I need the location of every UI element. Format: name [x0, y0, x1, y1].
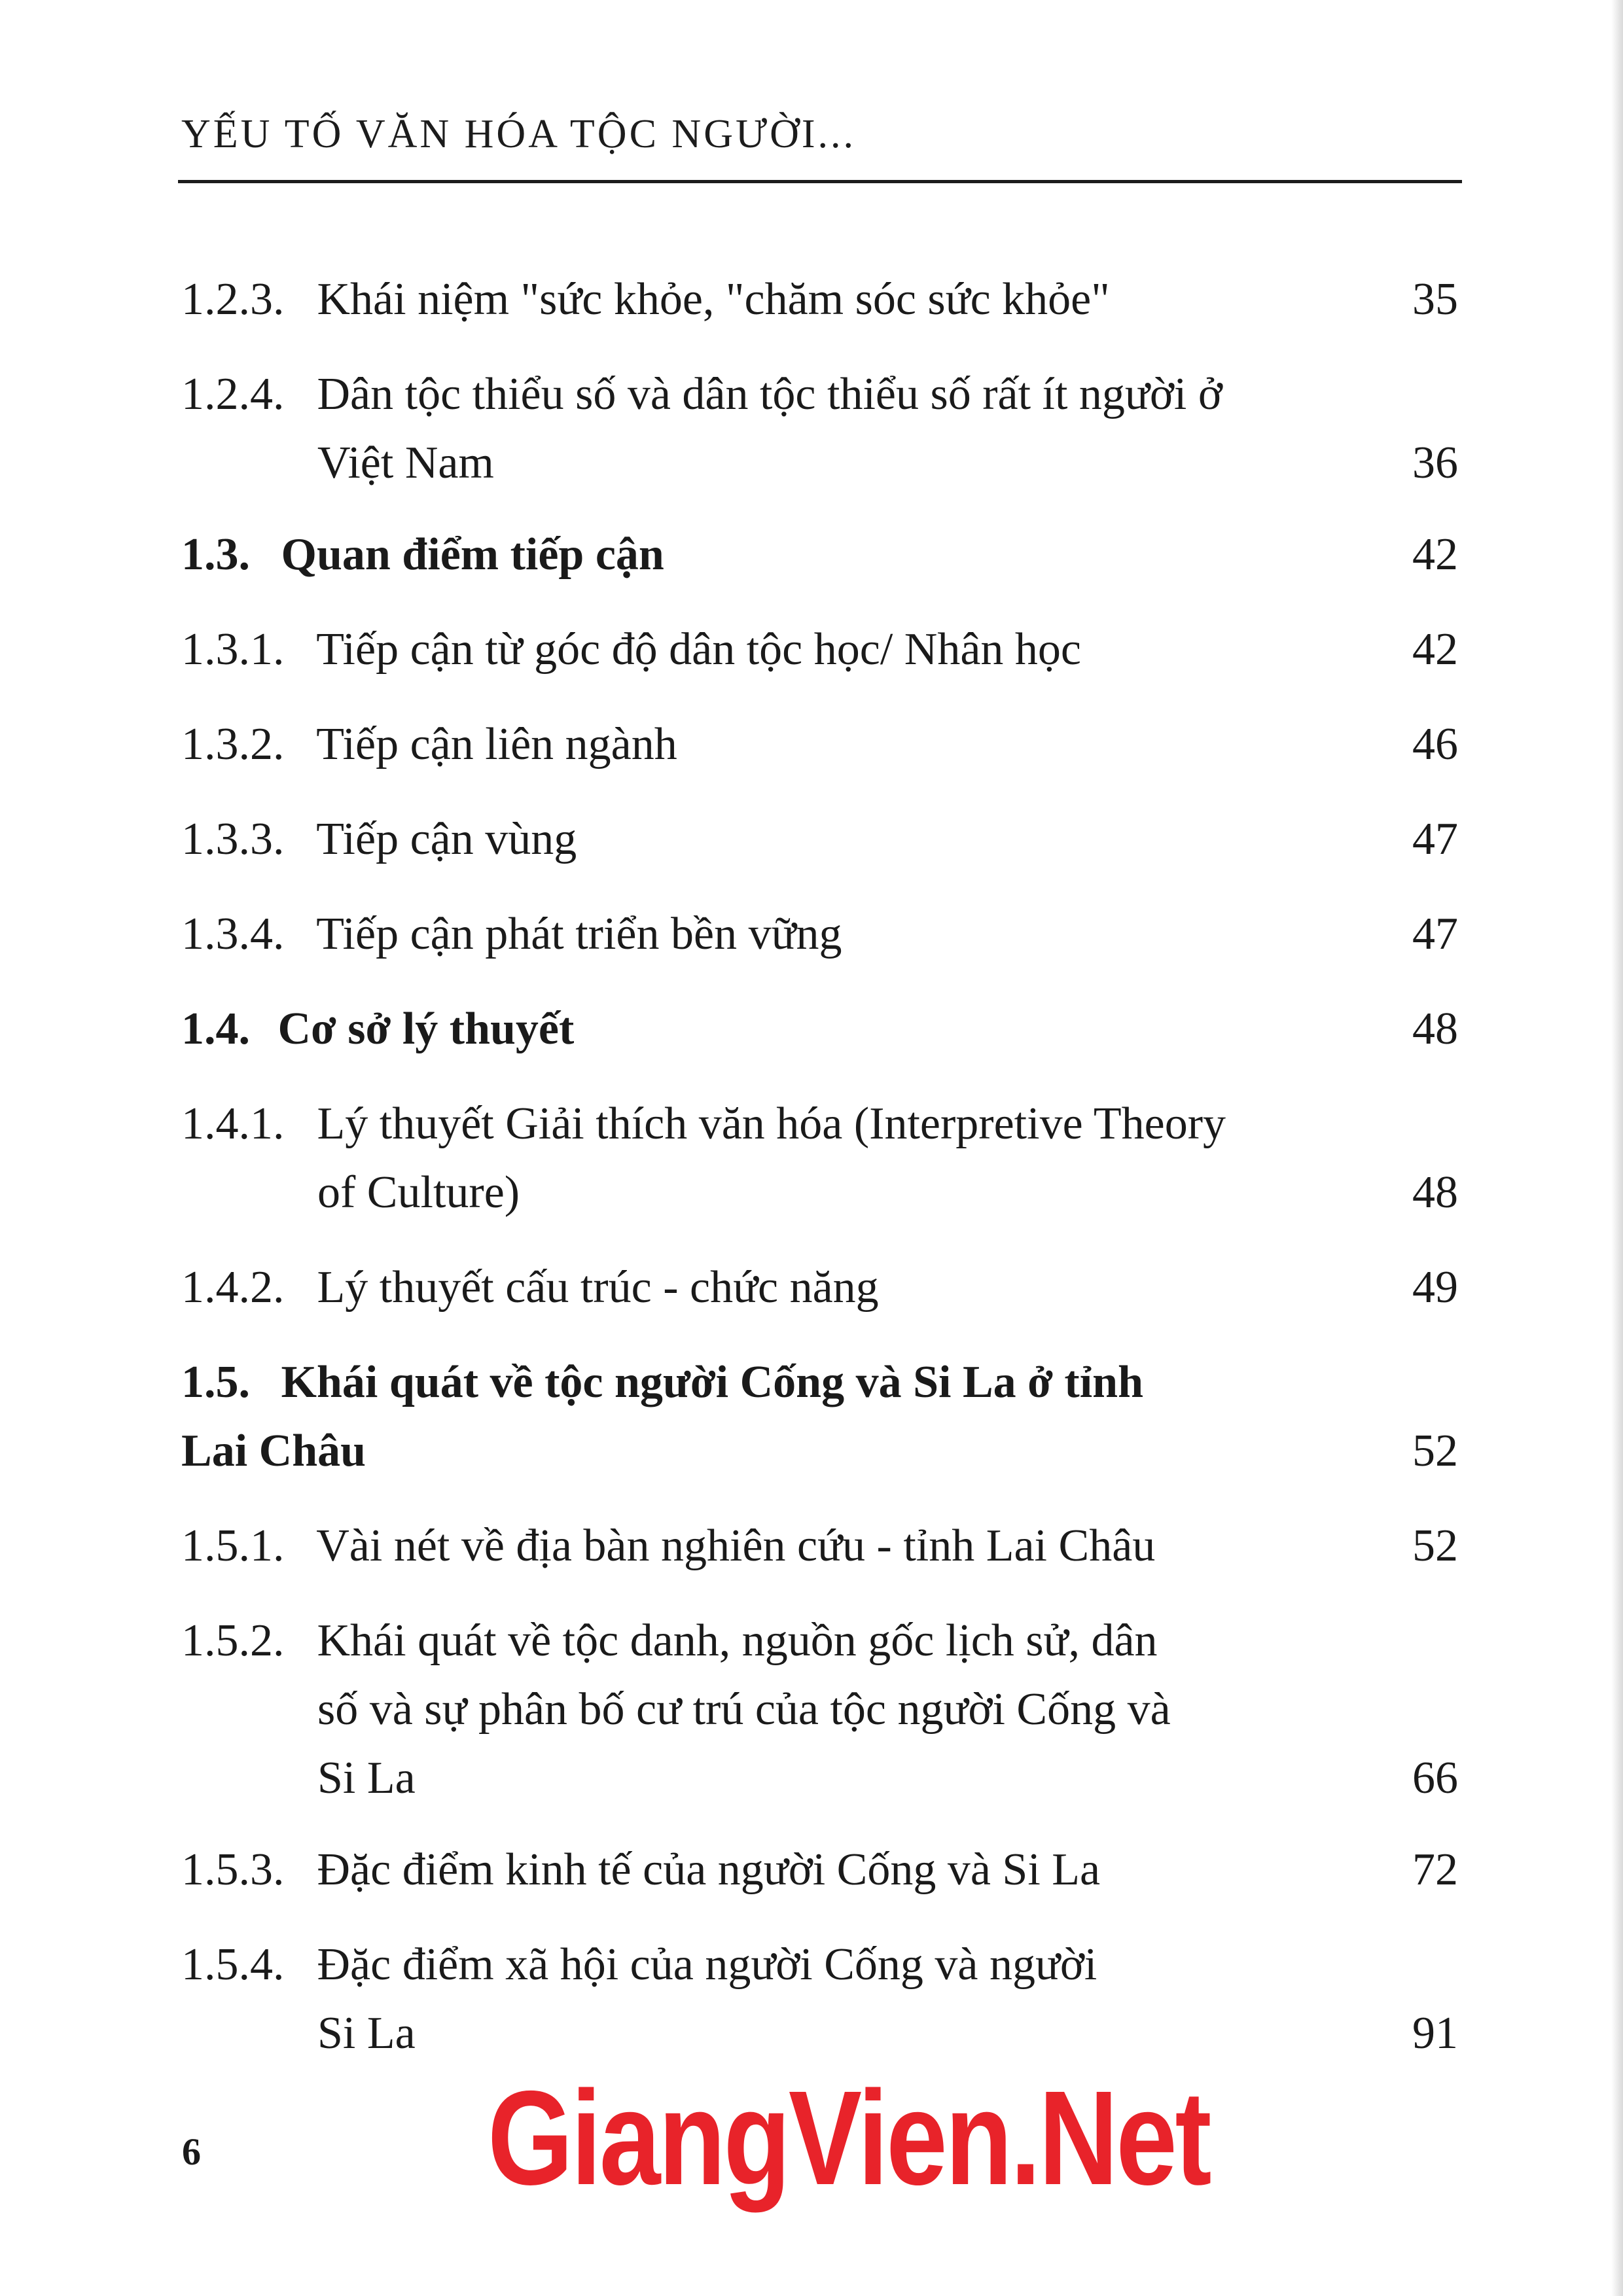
toc-number: 1.5.1.	[181, 1521, 285, 1571]
toc-title-continuation: Si La	[317, 2008, 416, 2058]
toc-page: 52	[1412, 1521, 1458, 1571]
toc-page: 42	[1412, 624, 1458, 675]
toc-number: 1.5.3.	[181, 1845, 285, 1895]
toc-entry-1-4[interactable]	[181, 995, 1457, 1063]
toc-page: 36	[1412, 438, 1458, 488]
toc-number: 1.2.3.	[181, 274, 285, 325]
toc-title: Dân tộc thiểu số và dân tộc thiểu số rất ít người ở	[317, 369, 1222, 419]
toc-page: 66	[1412, 1753, 1458, 1803]
toc-title: Vài nét về địa bàn nghiên cứu - tỉnh Lai Châu	[316, 1521, 1156, 1571]
toc-entry-1-3-4[interactable]	[181, 900, 1457, 968]
header-divider	[178, 180, 1462, 183]
toc-number: 1.5.	[181, 1357, 250, 1407]
toc-number: 1.5.2.	[181, 1616, 285, 1666]
toc-number: 1.3.1.	[181, 624, 285, 675]
toc-page: 35	[1412, 274, 1458, 325]
toc-entry-1-4-2[interactable]	[181, 1253, 1457, 1322]
toc-entry-1-5-3[interactable]	[181, 1835, 1457, 1904]
toc-number: 1.3.3.	[181, 814, 285, 864]
toc-number: 1.4.	[181, 1004, 250, 1054]
toc-page: 47	[1412, 909, 1458, 959]
toc-title: Quan điểm tiếp cận	[281, 529, 664, 580]
toc-entry-1-3[interactable]	[181, 520, 1457, 589]
toc-page: 48	[1412, 1004, 1458, 1054]
toc-entry-1-5-4[interactable]	[181, 1930, 1457, 2068]
toc-title: Khái niệm "sức khỏe, "chăm sóc sức khỏe"	[317, 274, 1110, 325]
toc-title-continuation: Si La	[317, 1753, 416, 1803]
toc-number: 1.4.2.	[181, 1262, 285, 1313]
toc-entry-1-3-3[interactable]	[181, 805, 1457, 874]
toc-page: 47	[1412, 814, 1458, 864]
toc-title-continuation: of Culture)	[317, 1167, 520, 1218]
toc-title: Lý thuyết cấu trúc - chức năng	[317, 1262, 879, 1313]
toc-page: 42	[1412, 529, 1458, 580]
toc-entry-1-2-3[interactable]	[181, 265, 1457, 334]
toc-title: Cơ sở lý thuyết	[277, 1004, 575, 1054]
toc-title-continuation: Việt Nam	[317, 438, 494, 488]
watermark-logo: GiangVien.Net	[488, 2063, 1210, 2213]
toc-page: 72	[1412, 1845, 1458, 1895]
toc-title: Đặc điểm kinh tế của người Cống và Si La	[317, 1845, 1101, 1895]
toc-entry-1-3-1[interactable]	[181, 615, 1457, 684]
toc-title: Tiếp cận liên ngành	[316, 719, 677, 769]
toc-page: 52	[1412, 1426, 1458, 1476]
toc-page: 49	[1412, 1262, 1458, 1313]
toc-number: 1.3.	[181, 529, 250, 580]
running-header: YẾU TỐ VĂN HÓA TỘC NGƯỜI...	[181, 112, 857, 156]
toc-title-continuation: số và sự phân bố cư trú của tộc người Cống và	[317, 1684, 1171, 1735]
toc-title: Tiếp cận vùng	[316, 814, 577, 864]
toc-entry-1-2-4[interactable]	[181, 360, 1457, 497]
toc-title-continuation: Lai Châu	[181, 1426, 366, 1476]
toc-title: Tiếp cận từ góc độ dân tộc học/ Nhân học	[316, 624, 1081, 675]
toc-number: 1.2.4.	[181, 369, 285, 419]
toc-number: 1.4.1.	[181, 1099, 285, 1149]
toc-number: 1.3.2.	[181, 719, 285, 769]
toc-title: Đặc điểm xã hội của người Cống và người	[317, 1939, 1097, 1990]
toc-title: Tiếp cận phát triển bền vững	[316, 909, 842, 959]
toc-entry-1-5-2[interactable]	[181, 1606, 1457, 1812]
toc-title: Khái quát về tộc danh, nguồn gốc lịch sử, dân	[317, 1616, 1158, 1666]
page-edge-shadow	[1611, 0, 1623, 2296]
toc-title: Lý thuyết Giải thích văn hóa (Interpretive Theory	[317, 1099, 1226, 1149]
toc-number: 1.3.4.	[181, 909, 285, 959]
toc-page: 48	[1412, 1167, 1458, 1218]
toc-entry-1-3-2[interactable]	[181, 710, 1457, 779]
toc-number: 1.5.4.	[181, 1939, 285, 1990]
toc-page: 46	[1412, 719, 1458, 769]
toc-entry-1-5[interactable]	[181, 1348, 1457, 1485]
page-number: 6	[182, 2130, 201, 2173]
toc-entry-1-4-1[interactable]	[181, 1089, 1457, 1227]
toc-title: Khái quát về tộc người Cống và Si La ở tỉnh	[281, 1357, 1144, 1407]
toc-page: 91	[1412, 2008, 1458, 2058]
toc-entry-1-5-1[interactable]	[181, 1511, 1457, 1580]
